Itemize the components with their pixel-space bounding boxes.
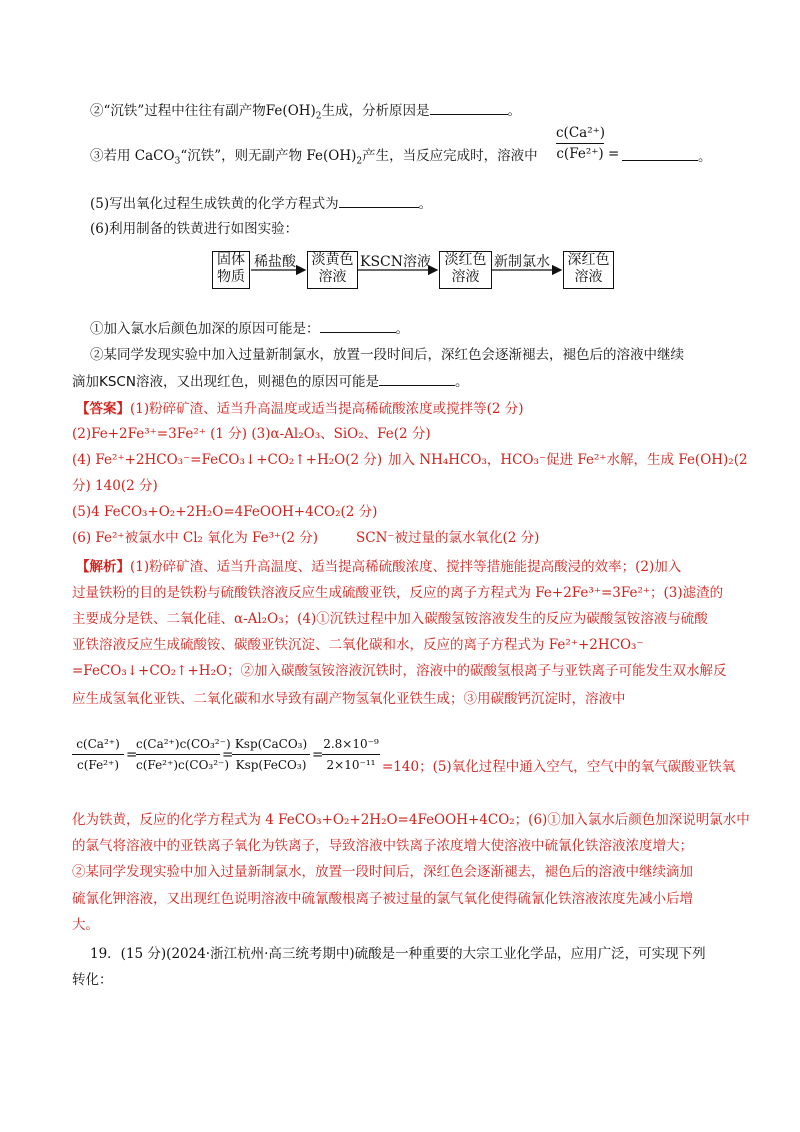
q18-ratio-fraction xyxy=(556,124,604,163)
ksp-fraction-2 xyxy=(136,735,231,774)
fraction-bar xyxy=(322,754,380,755)
answer-tag: 【答案】 xyxy=(76,401,130,417)
flow-box-line: 溶液 xyxy=(451,269,480,285)
fraction-numerator: c(Ca²⁺)c(CO₃²⁻) xyxy=(136,737,231,751)
answer-line-6a: (6) Fe²⁺被氯水中 Cl₂ 氧化为 Fe³⁺(2 分) xyxy=(72,530,319,546)
answer-blank[interactable] xyxy=(622,146,698,161)
subscript: 2 xyxy=(315,111,322,122)
fraction-numerator: Ksp(CaCO₃) xyxy=(234,737,308,751)
q18-q5-line: (5)写出氧化过程生成铁黄的化学方程式为 。 xyxy=(90,193,432,214)
fraction-denominator: c(Fe²⁺) xyxy=(556,146,604,162)
answer-blank[interactable] xyxy=(379,371,455,386)
analysis-text-1: (1)粉碎矿渣、适当升高温度、适当提高稀硫酸浓度、搅拌等措施能提高酸浸的效率；(2)加入 xyxy=(130,559,682,575)
q18-sub3-tail: 产生，当反应完成时，溶液中 xyxy=(362,148,538,164)
q18-sub3-blank-line: 。 xyxy=(622,146,712,167)
q18-q5-text: (5)写出氧化过程生成铁黄的化学方程式为 xyxy=(90,196,339,212)
analysis-line-9: 的氯气将溶液中的亚铁离子氧化为铁离子，导致溶液中铁离子浓度增大使溶液中硫氰化铁溶液浓度增大； xyxy=(72,838,693,854)
fraction-numerator: 2.8×10⁻⁹ xyxy=(323,737,379,751)
fraction-bar xyxy=(72,754,124,755)
analysis-line-2: 过量铁粉的目的是铁粉与硫酸铁溶液反应生成硫酸亚铁，反应的离子方程式为 Fe+2Fe³⁺=3Fe²⁺；(3)滤渣的 xyxy=(72,585,724,601)
equals-sign: = xyxy=(126,747,138,763)
analysis-line-11: 硫氰化钾溶液，又出现红色说明溶液中硫氰酸根离子被过量的氯气氧化使得硫氰化铁溶液浓度先减小后增 xyxy=(72,891,693,907)
analysis-line-5: =FeCO₃↓+CO₂↑+H₂O；②加入碳酸氢铵溶液沉铁时，溶液中的碳酸氢根离子与亚铁离子可能发生双水解反 xyxy=(72,663,727,679)
flow-box-line: 固体 xyxy=(217,252,245,268)
q18-q6-2b-line: 滴加KSCN溶液，又出现红色，则褪色的原因可能是 。 xyxy=(72,371,468,392)
ksp-fraction-3 xyxy=(232,735,310,774)
flow-box-line: 溶液 xyxy=(318,269,347,285)
flow-arrow-label-3: 新制氯水 xyxy=(494,254,550,270)
analysis-line-12: 大。 xyxy=(72,917,99,933)
analysis-line-8: 化为铁黄，反应的化学方程式为 4 FeCO₃+O₂+2H₂O=4FeOOH+4CO₂；(6)①加入氯水后颜色加深说明氯水中 xyxy=(72,812,750,828)
q18-q6-2a-text: ②某同学发现实验中加入过量新制氯水，放置一段时间后，深红色会逐渐褪去，褪色后的溶液中继续 xyxy=(90,347,684,363)
fraction-denominator: c(Fe²⁺) xyxy=(77,758,119,772)
fraction-bar xyxy=(136,754,220,755)
q18-q6-2b-text: 滴加 xyxy=(72,374,99,390)
analysis-line-3: 主要成分是铁、二氧化硅、α-Al₂O₃；(4)①沉铁过程中加入碳酸氢铵溶液发生的反应为碳酸氢铵溶液与硫酸 xyxy=(72,611,708,627)
flow-box-line: 物质 xyxy=(217,269,245,285)
fraction-bar xyxy=(556,143,604,144)
answer-line-3a: (4) Fe²⁺+2HCO₃⁻=FeCO₃↓+CO₂↑+H₂O(2 分) xyxy=(72,452,383,468)
equals-sign: = xyxy=(608,146,620,162)
flow-box-pale-yellow xyxy=(307,251,358,289)
subscript: 2 xyxy=(356,156,363,167)
analysis-line-1 xyxy=(76,557,681,577)
analysis-tag: 【解析】 xyxy=(76,559,130,575)
ksp-fraction-1 xyxy=(72,735,124,774)
answer-line-3b: 加入 NH₄HCO₃，HCO₃⁻促进 Fe²⁺水解，生成 Fe(OH)₂(2 xyxy=(388,452,748,468)
flow-arrow-label-1: 稀盐酸 xyxy=(254,254,296,270)
answer-line-6b: SCN⁻被过量的氯水氧化(2 分) xyxy=(356,530,540,546)
flow-box-deep-red xyxy=(563,251,614,289)
q18-q6-line xyxy=(90,219,298,239)
analysis-line-10: ②某同学发现实验中加入过量新制氯水，放置一段时间后，深红色会逐渐褪去，褪色后的溶液中继续滴加 xyxy=(72,864,693,880)
flow-box-solid xyxy=(212,251,250,289)
q18-sub3-mid: “沉铁”，则无副产物 Fe(OH) xyxy=(180,148,357,164)
flow-box-line: 溶液 xyxy=(574,269,603,285)
answer-blank[interactable] xyxy=(320,318,396,333)
answer-blank[interactable] xyxy=(430,100,508,115)
q19-line-1: 19．(15 分)(2024·浙江杭州·高三统考期中)硫酸是一种重要的大宗工业化学品，应用广泛，可实现下列 xyxy=(90,946,706,962)
q18-sub2-text: ②“沉铁”过程中往往有副产物Fe(OH) xyxy=(90,103,316,119)
analysis-line-4: 亚铁溶液反应生成硫酸铵、碳酸亚铁沉淀、二氧化碳和水，反应的离子方程式为 Fe²⁺+2HCO₃⁻ xyxy=(72,637,644,653)
q18-q6-2b-tail: 溶液，又出现红色，则褪色的原因可能是 xyxy=(135,374,379,390)
fraction-denominator: Ksp(FeCO₃) xyxy=(235,758,307,772)
flow-box-line: 淡黄色 xyxy=(311,252,354,268)
answer-line-4: 分) 140(2 分) xyxy=(72,478,158,494)
q18-sub3-line xyxy=(90,146,538,172)
fraction-numerator: c(Ca²⁺) xyxy=(76,737,120,751)
analysis-line-6: 应生成氢氧化亚铁、二氧化碳和水导致有副产物氢氧化亚铁生成；③用碳酸钙沉淀时，溶液中 xyxy=(72,691,626,707)
fraction-denominator: 2×10⁻¹¹ xyxy=(326,758,376,772)
q18-q6-text: (6)利用制备的铁黄进行如图实验： xyxy=(90,221,299,237)
subscript: 3 xyxy=(174,156,181,167)
answer-blank[interactable] xyxy=(339,193,419,208)
equals-sign: = xyxy=(222,747,234,763)
answer-line-5: (5)4 FeCO₃+O₂+2H₂O=4FeOOH+4CO₂(2 分) xyxy=(72,504,378,520)
answer-text-1: (1)粉碎矿渣、适当升高温度或适当提高稀硫酸浓度或搅拌等(2 分) xyxy=(130,401,524,417)
flow-arrow-label-2: KSCN溶液 xyxy=(360,254,432,270)
equals-sign: = xyxy=(312,747,324,763)
q18-sub2-line: ②“沉铁”过程中往往有副产物$Fe(OH)_2$生成，分析原因是 。 xyxy=(90,100,521,127)
q18-sub2-tail: 生成，分析原因是 xyxy=(321,103,430,119)
ksp-fraction-4 xyxy=(322,735,380,774)
q18-sub3-pre: ③若用 CaCO xyxy=(90,148,175,164)
analysis-line-7-tail: =140；(5)氧化过程中通入空气，空气中的氧气碳酸亚铁氧 xyxy=(382,759,736,775)
flow-box-line: 淡红色 xyxy=(444,252,487,268)
q18-q6-2a-line xyxy=(90,345,684,365)
q18-sub3-eq xyxy=(608,144,619,164)
answer-line-1 xyxy=(76,399,524,419)
q19-line-2: 转化： xyxy=(72,972,113,988)
q18-q6-1-text: ①加入氯水后颜色加深的原因可能是： xyxy=(90,321,320,337)
flow-box-line: 深红色 xyxy=(567,252,610,268)
fraction-numerator: c(Ca²⁺) xyxy=(556,125,606,141)
fraction-bar xyxy=(232,754,310,755)
fraction-denominator: c(Fe²⁺)c(CO₃²⁻) xyxy=(136,758,230,772)
q18-q6-1-line: ①加入氯水后颜色加深的原因可能是： 。 xyxy=(90,318,409,339)
flow-box-pale-red xyxy=(439,251,492,289)
kscn-text: KSCN xyxy=(99,374,136,390)
answer-line-2: (2)Fe+2Fe³⁺=3Fe²⁺ (1 分) (3)α-Al₂O₃、SiO₂、Fe(2 分) xyxy=(72,426,431,442)
